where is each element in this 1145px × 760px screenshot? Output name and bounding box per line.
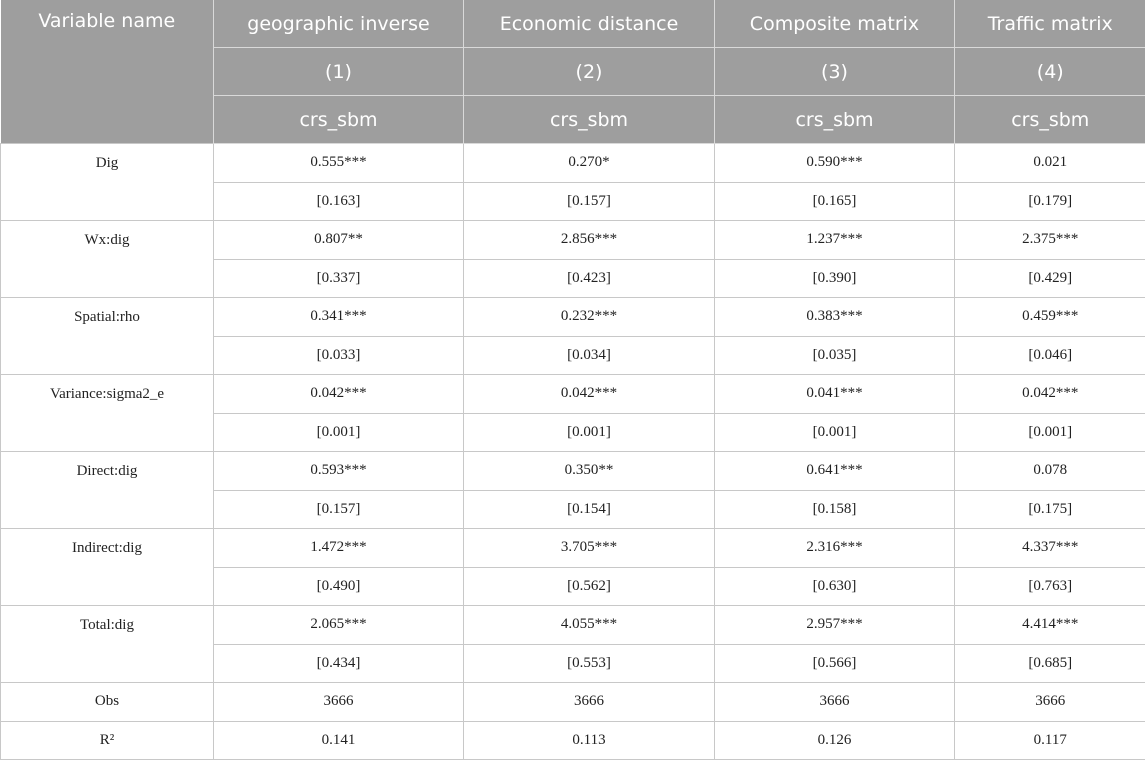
- variable-name: Direct:dig: [1, 452, 214, 529]
- column-number: (3): [715, 48, 955, 96]
- std-error-cell: [0.566]: [715, 644, 955, 683]
- coefficient-cell: 0.270*: [464, 144, 715, 183]
- variable-name: R²: [1, 721, 214, 760]
- coefficient-cell: 0.350**: [464, 452, 715, 491]
- coefficient-cell: 0.042***: [955, 375, 1145, 414]
- std-error-cell: [0.490]: [214, 567, 464, 606]
- std-error-cell: [0.423]: [464, 259, 715, 298]
- table-row: [1, 529, 1145, 568]
- dependent-variable: crs_sbm: [715, 96, 955, 144]
- r2-cell: 0.113: [464, 721, 715, 760]
- coefficient-cell: 0.459***: [955, 298, 1145, 337]
- std-error-cell: [0.553]: [464, 644, 715, 683]
- coefficient-cell: 0.593***: [214, 452, 464, 491]
- obs-cell: 3666: [715, 683, 955, 722]
- table-row-r2: [1, 721, 1145, 760]
- coefficient-cell: 0.042***: [214, 375, 464, 414]
- dependent-variable: crs_sbm: [214, 96, 464, 144]
- coefficient-cell: 3.705***: [464, 529, 715, 568]
- std-error-cell: [0.001]: [214, 413, 464, 452]
- variable-name-header: Variable name: [1, 0, 214, 144]
- std-error-cell: [0.034]: [464, 336, 715, 375]
- coefficient-cell: 2.856***: [464, 221, 715, 260]
- table-row: [1, 298, 1145, 337]
- std-error-cell: [0.163]: [214, 182, 464, 221]
- coefficient-cell: 4.414***: [955, 606, 1145, 645]
- std-error-cell: [0.001]: [955, 413, 1145, 452]
- coefficient-cell: 1.472***: [214, 529, 464, 568]
- coefficient-cell: 0.590***: [715, 144, 955, 183]
- variable-name: Variance:sigma2_e: [1, 375, 214, 452]
- std-error-cell: [0.630]: [715, 567, 955, 606]
- std-error-cell: [0.434]: [214, 644, 464, 683]
- std-error-cell: [0.001]: [715, 413, 955, 452]
- std-error-cell: [0.035]: [715, 336, 955, 375]
- column-number: (1): [214, 48, 464, 96]
- std-error-cell: [0.001]: [464, 413, 715, 452]
- coefficient-cell: 0.232***: [464, 298, 715, 337]
- coefficient-cell: 0.021: [955, 144, 1145, 183]
- std-error-cell: [0.763]: [955, 567, 1145, 606]
- coefficient-cell: 4.337***: [955, 529, 1145, 568]
- column-header: geographic inverse: [214, 0, 464, 48]
- column-header: Economic distance: [464, 0, 715, 48]
- r2-cell: 0.141: [214, 721, 464, 760]
- column-number: (2): [464, 48, 715, 96]
- std-error-cell: [0.046]: [955, 336, 1145, 375]
- std-error-cell: [0.157]: [464, 182, 715, 221]
- column-number: (4): [955, 48, 1145, 96]
- std-error-cell: [0.429]: [955, 259, 1145, 298]
- coefficient-cell: 4.055***: [464, 606, 715, 645]
- variable-name: Indirect:dig: [1, 529, 214, 606]
- variable-name: Spatial:rho: [1, 298, 214, 375]
- table-row: [1, 221, 1145, 260]
- variable-name: Obs: [1, 683, 214, 722]
- column-header: Traffic matrix: [955, 0, 1145, 48]
- r2-cell: 0.117: [955, 721, 1145, 760]
- obs-cell: 3666: [955, 683, 1145, 722]
- table-row: [1, 375, 1145, 414]
- coefficient-cell: 0.042***: [464, 375, 715, 414]
- coefficient-cell: 0.807**: [214, 221, 464, 260]
- coefficient-cell: 2.065***: [214, 606, 464, 645]
- coefficient-cell: 2.957***: [715, 606, 955, 645]
- header-row-names: [1, 0, 1145, 48]
- std-error-cell: [0.685]: [955, 644, 1145, 683]
- std-error-cell: [0.157]: [214, 490, 464, 529]
- table-row: [1, 144, 1145, 183]
- variable-name: Total:dig: [1, 606, 214, 683]
- std-error-cell: [0.562]: [464, 567, 715, 606]
- coefficient-cell: 0.041***: [715, 375, 955, 414]
- dependent-variable: crs_sbm: [955, 96, 1145, 144]
- coefficient-cell: 1.237***: [715, 221, 955, 260]
- table-row: [1, 606, 1145, 645]
- r2-cell: 0.126: [715, 721, 955, 760]
- std-error-cell: [0.165]: [715, 182, 955, 221]
- coefficient-cell: 2.316***: [715, 529, 955, 568]
- table-body: [1, 144, 1145, 760]
- coefficient-cell: 0.078: [955, 452, 1145, 491]
- dependent-variable: crs_sbm: [464, 96, 715, 144]
- coefficient-cell: 0.641***: [715, 452, 955, 491]
- std-error-cell: [0.154]: [464, 490, 715, 529]
- std-error-cell: [0.179]: [955, 182, 1145, 221]
- coefficient-cell: 0.383***: [715, 298, 955, 337]
- coefficient-cell: 2.375***: [955, 221, 1145, 260]
- variable-name: Wx:dig: [1, 221, 214, 298]
- variable-name: Dig: [1, 144, 214, 221]
- coefficient-cell: 0.341***: [214, 298, 464, 337]
- std-error-cell: [0.175]: [955, 490, 1145, 529]
- std-error-cell: [0.033]: [214, 336, 464, 375]
- std-error-cell: [0.337]: [214, 259, 464, 298]
- table-row-obs: [1, 683, 1145, 722]
- table-header: [1, 0, 1145, 144]
- coefficient-cell: 0.555***: [214, 144, 464, 183]
- obs-cell: 3666: [214, 683, 464, 722]
- table-row: [1, 452, 1145, 491]
- std-error-cell: [0.390]: [715, 259, 955, 298]
- std-error-cell: [0.158]: [715, 490, 955, 529]
- column-header: Composite matrix: [715, 0, 955, 48]
- obs-cell: 3666: [464, 683, 715, 722]
